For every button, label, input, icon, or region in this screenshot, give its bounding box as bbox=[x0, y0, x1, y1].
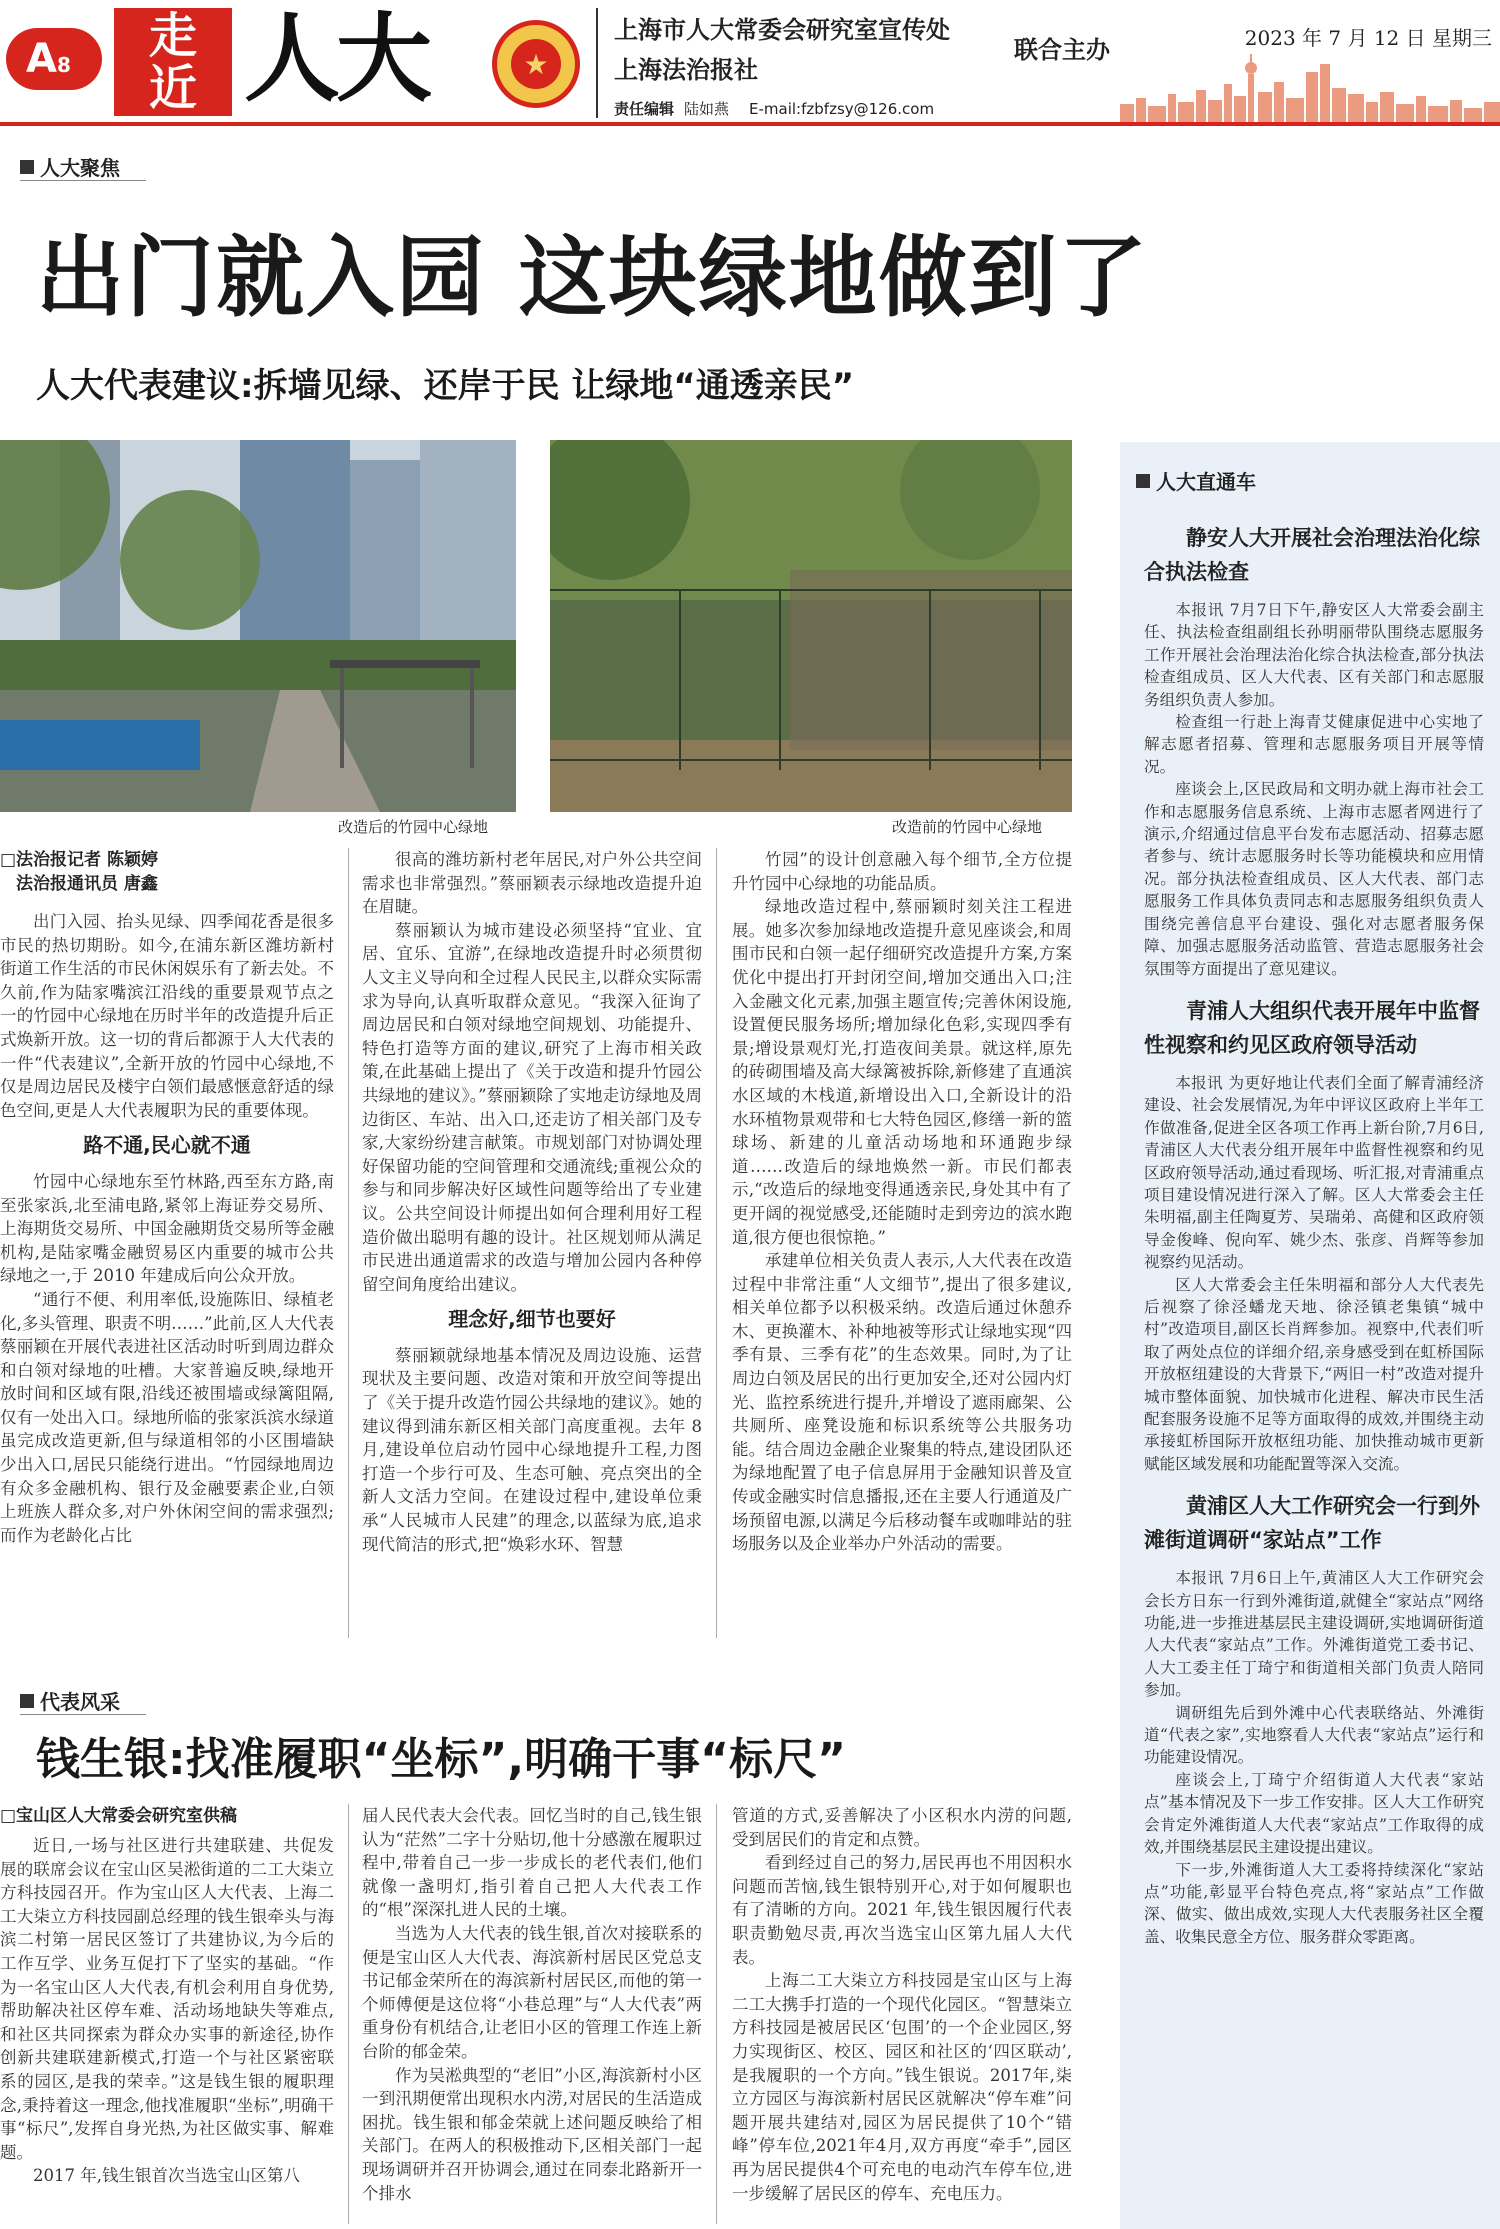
paragraph: 上海二工大柒立方科技园是宝山区与上海二工大携手打造的一个现代化园区。“智慧柒立方科技园是被居民区‘包围’的一个企业园区,努力实现街区、校区、园区和社区的‘四区联动’,是我履职的一个方向。”钱生银说。2017年,柒立方园区与海滨新村居民区就解决“停车难”问题开展共建结对,园区为居民提供了10个“错峰”停车位,2021年4月,双方再度“牵手”,园区再为居民提供4个可充电的电动汽车停车位,进一步缓解了居民区的停车、充电压力。 bbox=[732, 1971, 1072, 2203]
paragraph: 竹园中心绿地东至竹林路,西至东方路,南至张家浜,北至浦电路,紧邻上海证券交易所、上海期货交易所、中国金融期货交易所等金融机构,是陆家嘴金融贸易区内重要的城市公共绿地之一,于 2010 年建成后向公众开放。 bbox=[0, 1171, 334, 1286]
paragraph: 竹园”的设计创意融入每个细节,全方位提升竹园中心绿地的功能品质。 bbox=[732, 850, 1072, 893]
sidebar-article-body bbox=[1120, 1072, 1500, 1475]
sidebar-article-title: 青浦人大组织代表开展年中监督性视察和约见区政府领导活动 bbox=[1144, 998, 1480, 1057]
national-emblem-icon: ★ bbox=[492, 20, 580, 108]
article-2-headline: 钱生银:找准履职“坐标”,明确干事“标尺” bbox=[36, 1734, 846, 1785]
paragraph: 座谈会上,区民政局和文明办就上海市社会工作和志愿服务信息系统、上海市志愿者网进行了演示,介绍通过信息平台发布志愿活动、招募志愿者参与、统计志愿服务时长等功能模块和应用情况。部分执法检查组成员、区人大代表、部门志愿服务工作具体负责同志和志愿服务组织负责人围绕完善信息平台建设、强化对志愿者服务保障、加强志愿服务活动监管、营造志愿服务社会氛围等方面提出了意见建议。 bbox=[1144, 780, 1484, 978]
photo-before-renovation bbox=[550, 440, 1072, 812]
masthead bbox=[0, 0, 1500, 128]
paragraph: 本报讯 为更好地让代表们全面了解青浦经济建设、社会发展情况,为年中评议区政府上半年工作做准备,促进全区各项工作再上新台阶,7月6日,青浦区人大代表分组开展年中监督性视察和约见区政府领导活动,通过看现场、听汇报,对青浦重点项目建设情况进行深入了解。区人大常委会主任朱明福,副主任陶夏芳、吴瑞弟、高健和区政府领导金俊峰、倪向军、姚少杰、张彦、肖辉等参加视察约见活动。 bbox=[1144, 1073, 1484, 1272]
skyline-icon bbox=[1120, 54, 1500, 124]
paragraph: 近日,一场与社区进行共建联建、共促发展的联席会议在宝山区吴淞街道的二工大柒立方科技园召开。作为宝山区人大代表、上海二工大柒立方科技园副总经理的钱生银牵头与海滨二村第一居民区签订了共建协议,为今后的工作互学、业务互促打下了坚实的基础。“作为一名宝山区人大代表,有机会利用自身优势,帮助解决社区停车难、活动场地缺失等难点,和社区共同探索为群众办实事的新途径,协作创新共建联建新模式,打造一个与社区紧密联系的园区,是我的荣幸。”这是钱生银的履职理念,秉持着这一理念,他找准履职“坐标”,明确干事“标尺”,发挥自身光热,为社区做实事、解难题。 bbox=[0, 1836, 334, 2162]
cohost-label: 联合主办 bbox=[1014, 36, 1110, 64]
masthead-divider bbox=[596, 8, 598, 118]
column-rule bbox=[348, 848, 349, 1638]
paragraph: 调研组先后到外滩中心代表联络站、外滩街道“代表之家”,实地察看人大代表“家站点”运行和功能建设情况。 bbox=[1144, 1703, 1484, 1767]
paragraph: 作为吴淞典型的“老旧”小区,海滨新村小区一到汛期便常出现积水内涝,对居民的生活造成困扰。钱生银和郁金荣就上述问题反映给了相关部门。在两人的积极推动下,区相关部门一起现场调研并召开协调会,通过在同泰北路新开一个排水 bbox=[362, 2065, 702, 2203]
byline-correspondent: 法治报通讯员 唐鑫 bbox=[16, 874, 158, 894]
sidebar-article-huangpu bbox=[1120, 1489, 1500, 1948]
sidebar-article-jingan bbox=[1120, 521, 1500, 980]
photo-after-renovation bbox=[0, 440, 516, 812]
column-title-zoujin: 走 近 bbox=[114, 8, 232, 116]
sidebar-article-body bbox=[1120, 1567, 1500, 1948]
page-number-badge: A8 bbox=[6, 28, 102, 90]
tag-underline bbox=[20, 1714, 146, 1715]
paragraph: 区人大常委会主任朱明福和部分人大代表先后视察了徐泾蟠龙天地、徐泾镇老集镇“城中村”改造项目,副区长肖辉参加。视察中,代表们听取了两处点位的详细介绍,亲身感受到在虹桥国际开放枢纽建设的大背景下,“两旧一村”改造对提升城市整体面貌、加快城市化进程、解决市民生活配套服务设施不足等方面取得的成效,并围绕主动承接虹桥国际开放枢纽功能、加快推动城市更新赋能区域发展和功能配置等深入交流。 bbox=[1144, 1275, 1484, 1473]
paragraph: 当选为人大代表的钱生银,首次对接联系的便是宝山区人大代表、海滨新村居民区党总支书记郁金荣所在的海滨新村居民区,而他的第一个师傅便是这位将“小巷总理”与“人大代表”两重身份有机结合,让老旧小区的管理工作连上新台阶的郁金荣。 bbox=[362, 1923, 702, 2061]
article-1-column-2 bbox=[362, 848, 702, 1638]
main-headline: 出门就入园 这块绿地做到了 bbox=[36, 226, 1149, 329]
paragraph: 检查组一行赴上海青艾健康促进中心实地了解志愿者招募、管理和志愿服务项目开展等情况。 bbox=[1144, 713, 1484, 776]
masthead-rule bbox=[0, 122, 1500, 126]
paragraph: 出门入园、抬头见绿、四季闻花香是很多市民的热切期盼。如今,在浦东新区潍坊新村街道工作生活的市民休闲娱乐有了新去处。不久前,作为陆家嘴滨江沿线的重要景观节点之一的竹园中心绿地在历时半年的改造提升后正式焕新开放。这一切的背后都源于人大代表的一件“代表建议”,全新开放的竹园中心绿地,不仅是周边居民及楼宇白领们最感惬意舒适的绿色空间,更是人大代表履职为民的重要体现。 bbox=[0, 912, 334, 1120]
paragraph: 蔡丽颖认为城市建设必须坚持“宜业、宜居、宜乐、宜游”,在绿地改造提升时必须贯彻人文主义导向和全过程人民民主,以群众实际需求为导向,认真听取群众意见。“我深入征询了周边居民和白领对绿地空间规划、功能提升、特色打造等方面的建议,研究了上海市相关政策,在此基础上提出了《关于改造和提升竹园公共绿地的建议》。”蔡丽颖除了实地走访绿地及周边街区、车站、出入口,还走访了相关部门及专家,大家纷纷建言献策。市规划部门对协调处理好保留功能的空间管理和交通流线;重视公众的参与和同步解决好区域性问题等给出了专业建议。公共空间设计师提出如何合理利用好工程造价做出聪明有趣的设计。社区规划师从满足市民进出通道需求的改造与增加公园内各种停留空间角度给出建议。 bbox=[362, 920, 702, 1294]
article-2-column-2 bbox=[362, 1804, 702, 2224]
organizers: 上海市人大常委会研究室宣传处 上海法治报社 bbox=[614, 16, 950, 84]
section-tag-profile: 代表风采 bbox=[20, 1686, 120, 1715]
paragraph: 届人民代表大会代表。回忆当时的自己,钱生银认为“茫然”二字十分贴切,他十分感激在履职过程中,带着自己一步一步成长的老代表们,他们就像一盏明灯,指引着自己把人大代表工作的“根”深深扎进人民的土壤。 bbox=[362, 1806, 702, 1920]
column-rule bbox=[348, 1804, 349, 2224]
byline-source: □宝山区人大常委会研究室供稿 bbox=[0, 1806, 238, 1826]
paragraph: “通行不便、利用率低,设施陈旧、绿植老化,多头管理、职责不明……”此前,区人大代表蔡丽颖在开展代表进社区活动时听到周边群众和白领对绿地的吐槽。大家普遍反映,绿地开放时间和区域有限,沿线还被围墙或绿篱阻隔,仅有一处出入口。绿地所临的张家浜滨水绿道虽完成改造更新,但与绿道相邻的小区围墙缺少出入口,居民只能绕行进出。“竹园绿地周边有众多金融机构、银行及金融要素企业,白领上班族人群众多,对户外休闲空间的需求强烈;而作为老龄化占比 bbox=[0, 1289, 334, 1545]
sidebar-article-qingpu bbox=[1120, 994, 1500, 1475]
article-2-column-1 bbox=[0, 1804, 334, 2224]
main-subheadline: 人大代表建议:拆墙见绿、还岸于民 让绿地“通透亲民” bbox=[36, 366, 855, 406]
issue-date: 2023 年 7 月 12 日 星期三 bbox=[1244, 26, 1492, 50]
section-tag-express: 人大直通车 bbox=[1136, 466, 1500, 495]
editor-info: 责任编辑 陆如燕 E-mail:fzbfzsy@126.com bbox=[614, 100, 935, 118]
paragraph: 管道的方式,妥善解决了小区积水内涝的问题,受到居民们的肯定和点赞。 bbox=[732, 1806, 1072, 1849]
photo-caption-before: 改造前的竹园中心绿地 bbox=[892, 818, 1043, 836]
sidebar-article-title: 黄浦区人大工作研究会一行到外滩街道调研“家站点”工作 bbox=[1144, 1494, 1480, 1553]
subhead-road: 路不通,民心就不通 bbox=[83, 1133, 251, 1158]
section-tag-focus: 人大聚焦 bbox=[20, 152, 120, 181]
paragraph: 蔡丽颖就绿地基本情况及周边设施、运营现状及主要问题、改造对策和开放空间等提出了《关于提升改造竹园公共绿地的建议》。她的建议得到浦东新区相关部门高度重视。去年 8 月,建设单位启动竹园中心绿地提升工程,力图打造一个步行可及、生态可触、亮点突出的全新人文活力空间。在建设过程中,建设单位秉承“人民城市人民建”的理念,以蓝绿为底,追求现代简洁的形式,把“焕彩水环、智慧 bbox=[362, 1345, 702, 1554]
column-title-renda: 人大 bbox=[244, 2, 428, 115]
paragraph: 绿地改造过程中,蔡丽颖时刻关注工程进展。她多次参加绿地改造提升意见座谈会,和周围市民和白领一起仔细研究改造提升方案,方案优化中提出打开封闭空间,增加交通出入口;注入金融文化元素,加强主题宣传;完善休闲设施,设置便民服务场所;增加绿化色彩,实现四季有景;增设景观灯光,打造夜间美景。就这样,原先的砖砌围墙及高大绿篱被拆除,新修建了直通滨水区域的木栈道,新增设出入口,全新设计的沿水环植物景观带和七大特色园区,修缮一新的篮球场、新建的儿童活动场地和环通跑步绿道……改造后的绿地焕然一新。市民们都表示,“改造后的绿地变得通透亲民,身处其中有了更开阔的视觉感受,还能随时走到旁边的滨水跑道,很方便也很惊艳。” bbox=[732, 897, 1072, 1247]
photo-caption-after: 改造后的竹园中心绿地 bbox=[338, 818, 489, 836]
sidebar-article-body bbox=[1120, 599, 1500, 980]
paragraph: 2017 年,钱生银首次当选宝山区第八 bbox=[33, 2166, 300, 2186]
paragraph: 看到经过自己的努力,居民再也不用因积水问题而苦恼,钱生银特别开心,对于如何履职也有了清晰的方向。2021 年,钱生银因履行代表职责勤勉尽责,再次当选宝山区第九届人大代表。 bbox=[732, 1853, 1072, 1967]
subhead-concept: 理念好,细节也要好 bbox=[448, 1307, 616, 1332]
column-rule bbox=[716, 1804, 717, 2224]
paragraph: 座谈会上,丁琦宁介绍街道人大代表“家站点”基本情况及下一步工作安排。区人大工作研究会肯定外滩街道人大代表“家站点”工作取得的成效,并围绕基层民主建设提出建议。 bbox=[1144, 1770, 1484, 1857]
article-2-column-3 bbox=[732, 1804, 1072, 2224]
tag-underline bbox=[20, 180, 146, 181]
paragraph: 下一步,外滩街道人大工委将持续深化“家站点”功能,彰显平台特色亮点,将“家站点”工作做深、做实、做出成效,实现人大代表服务社区全覆盖、收集民意全方位、服务群众零距离。 bbox=[1144, 1860, 1484, 1946]
paragraph: 很高的潍坊新村老年居民,对户外公共空间需求也非常强烈。”蔡丽颖表示绿地改造提升迫在眉睫。 bbox=[362, 850, 702, 917]
paragraph: 本报讯 7月7日下午,静安区人大常委会副主任、执法检查组副组长孙明丽带队围绕志愿服务工作开展社会治理法治化综合执法检查,部分执法检查组成员、区人大代表、区有关部门和志愿服务组织负责人参加。 bbox=[1144, 601, 1484, 709]
sidebar-npc-express bbox=[1120, 442, 1500, 2229]
paragraph: 承建单位相关负责人表示,人大代表在改造过程中非常注重“人文细节”,提出了很多建议,相关单位都予以积极采纳。改造后通过休憩乔木、更换灌木、补种地被等形式让绿地实现“四季有景、三季有花”的生态效果。同时,为了让周边白领及居民的出行更加安全,还对公园内灯光、监控系统进行提升,并增设了遮雨廊架、公共厕所、座凳设施和标识系统等公共服务功能。结合周边金融企业聚集的特点,建设团队还为绿地配置了电子信息屏用于金融知识普及宣传或金融实时信息播报,还在主要人行通道及广场预留电源,以满足今后移动餐车或咖啡站的驻场服务以及企业举办户外活动的需要。 bbox=[732, 1251, 1072, 1554]
column-rule bbox=[716, 848, 717, 1638]
paragraph: 本报讯 7月6日上午,黄浦区人大工作研究会会长方日东一行到外滩街道,就健全“家站点”网络功能,进一步推进基层民主建设调研,实地调研街道人大代表“家站点”工作。外滩街道党工委书记、人大工委主任丁琦宁和街道相关部门负责人陪同参加。 bbox=[1144, 1569, 1484, 1700]
sidebar-article-title: 静安人大开展社会治理法治化综合执法检查 bbox=[1144, 526, 1480, 584]
article-1-column-3 bbox=[732, 848, 1072, 1638]
article-1-column-1 bbox=[0, 848, 334, 1638]
byline-reporter: □法治报记者 陈颖婷 bbox=[0, 850, 158, 870]
